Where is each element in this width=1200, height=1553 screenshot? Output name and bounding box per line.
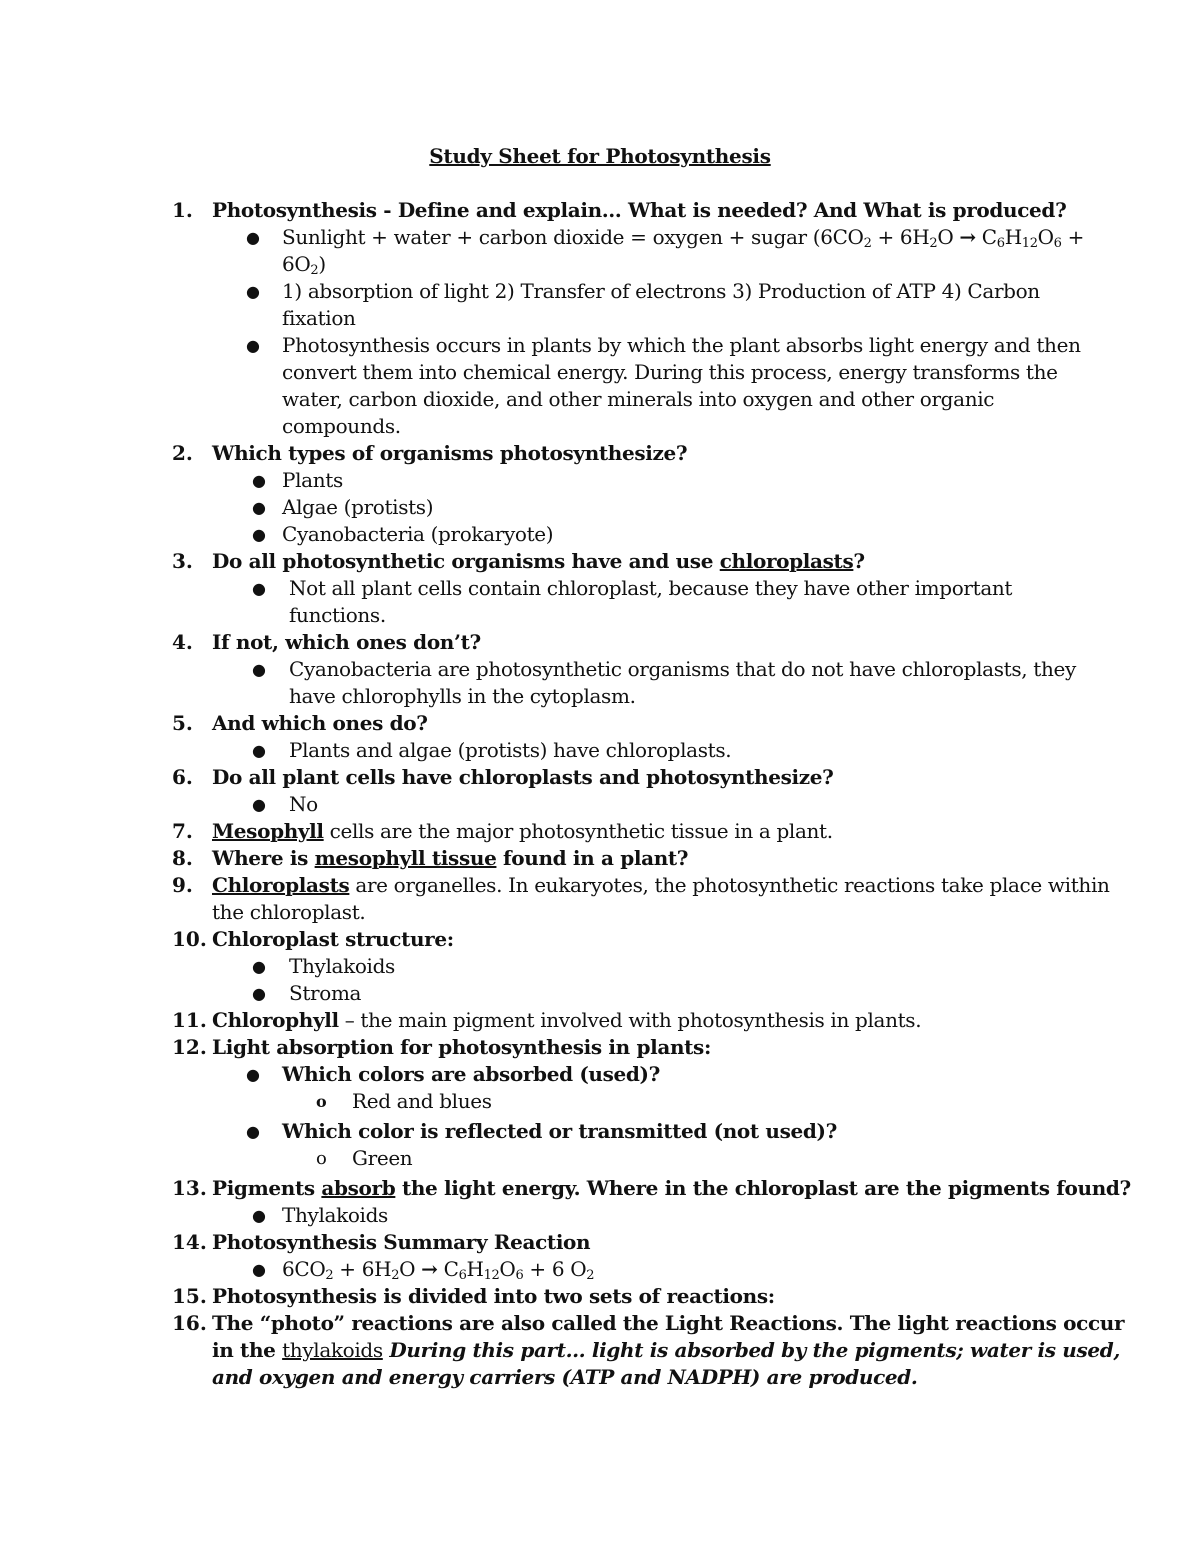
bullet-icon: ● <box>252 579 266 598</box>
circle-bullet-icon: o <box>316 1148 327 1169</box>
q2-bullet2: Algae (protists) <box>282 495 434 519</box>
q1-number: 1. <box>172 198 193 222</box>
q6-number: 6. <box>172 765 193 789</box>
arrow-icon: → <box>959 225 976 249</box>
bullet-icon: ● <box>252 984 266 1003</box>
q13-question: Pigments absorb the light energy. Where in the chloroplast are the pigments found? <box>212 1176 1131 1200</box>
q1-bullet2-line1: 1) absorption of light 2) Transfer of electrons 3) Production of ATP 4) Carbon <box>282 279 1040 303</box>
q1-bullet1-line1: Sunlight + water + carbon dioxide = oxygen + sugar ($6CO_2 + 6H_2O \to C_6H_{12}O_6$ + <box>282 225 1085 251</box>
q12-bullet1-sub: Red and blues <box>352 1089 492 1113</box>
q8-number: 8. <box>172 846 193 870</box>
bullet-icon: ● <box>246 1122 260 1141</box>
q16-number: 16. <box>172 1311 207 1335</box>
q4-bullet1-line2: have chlorophylls in the cytoplasm. <box>289 684 636 708</box>
q10-number: 10. <box>172 927 207 951</box>
q11-statement: Chlorophyll – the main pigment involved with photosynthesis in plants. <box>212 1008 922 1032</box>
q1-bullet1-line2: $6O_2$) <box>282 252 326 278</box>
q13-bullet1: Thylakoids <box>282 1203 388 1227</box>
bullet-icon: ● <box>252 525 266 544</box>
bullet-icon: ● <box>246 1065 260 1084</box>
q5-question: And which ones do? <box>212 711 428 735</box>
q12-bullet2: Which color is reflected or transmitted (not used)? <box>282 1119 838 1143</box>
q9-number: 9. <box>172 873 193 897</box>
q3-number: 3. <box>172 549 193 573</box>
bullet-icon: ● <box>246 282 260 301</box>
q16-line3: and oxygen and energy carriers (ATP and NADPH) are produced. <box>212 1365 918 1389</box>
q15-number: 15. <box>172 1284 207 1308</box>
q15-statement: Photosynthesis is divided into two sets of reactions: <box>212 1284 775 1308</box>
q1-question: Photosynthesis - Define and explain… What is needed? And What is produced? <box>212 198 1067 222</box>
bullet-icon: ● <box>252 1260 266 1279</box>
q6-question: Do all plant cells have chloroplasts and photosynthesize? <box>212 765 834 789</box>
q10-bullet1: Thylakoids <box>289 954 395 978</box>
bullet-icon: ● <box>252 1206 266 1225</box>
q7-number: 7. <box>172 819 193 843</box>
q12-number: 12. <box>172 1035 207 1059</box>
bullet-icon: ● <box>246 228 260 247</box>
q16-line2: in the thylakoids During this part… light is absorbed by the pigments; water is used, <box>212 1338 1121 1362</box>
q2-bullet3: Cyanobacteria (prokaryote) <box>282 522 554 546</box>
bullet-icon: ● <box>252 660 266 679</box>
q4-number: 4. <box>172 630 193 654</box>
bullet-icon: ● <box>246 336 260 355</box>
q2-question: Which types of organisms photosynthesize? <box>212 441 688 465</box>
q9-statement-line2: the chloroplast. <box>212 900 366 924</box>
circle-bullet-icon: o <box>316 1092 327 1111</box>
q16-line1: The “photo” reactions are also called the Light Reactions. The light reactions occur <box>212 1311 1125 1335</box>
q3-question: Do all photosynthetic organisms have and use chloroplasts? <box>212 549 865 573</box>
q2-bullet1: Plants <box>282 468 343 492</box>
q2-number: 2. <box>172 441 193 465</box>
q6-bullet1: No <box>289 792 318 816</box>
q10-question: Chloroplast structure: <box>212 927 454 951</box>
q3-bullet1-line2: functions. <box>289 603 386 627</box>
q5-number: 5. <box>172 711 193 735</box>
bullet-icon: ● <box>252 957 266 976</box>
q5-bullet1: Plants and algae (protists) have chloroplasts. <box>289 738 732 762</box>
bullet-icon: ● <box>252 795 266 814</box>
q1-bullet3-line2: convert them into chemical energy. During this process, energy transforms the <box>282 360 1058 384</box>
q12-bullet1: Which colors are absorbed (used)? <box>282 1062 661 1086</box>
q10-bullet2: Stroma <box>289 981 362 1005</box>
q1-bullet2-line2: fixation <box>282 306 356 330</box>
q4-question: If not, which ones don’t? <box>212 630 481 654</box>
page-title: Study Sheet for Photosynthesis <box>429 144 771 168</box>
q12-question: Light absorption for photosynthesis in plants: <box>212 1035 711 1059</box>
q14-number: 14. <box>172 1230 207 1254</box>
bullet-icon: ● <box>252 471 266 490</box>
q12-bullet2-sub: Green <box>352 1146 413 1170</box>
q14-equation: $6CO_2 + 6H_2O \to C_6H_{12}O_6 + 6$ $O_2$ <box>282 1257 595 1283</box>
q14-heading: Photosynthesis Summary Reaction <box>212 1230 591 1254</box>
q9-statement-line1: Chloroplasts are organelles. In eukaryotes, the photosynthetic reactions take place within <box>212 873 1110 897</box>
q4-bullet1-line1: Cyanobacteria are photosynthetic organisms that do not have chloroplasts, they <box>289 657 1076 681</box>
q3-bullet1-line1: Not all plant cells contain chloroplast, because they have other important <box>289 576 1013 600</box>
bullet-icon: ● <box>252 741 266 760</box>
q1-bullet3-line3: water, carbon dioxide, and other minerals into oxygen and other organic <box>282 387 995 411</box>
q7-statement: Mesophyll cells are the major photosynthetic tissue in a plant. <box>212 819 833 843</box>
q13-number: 13. <box>172 1176 207 1200</box>
q8-question: Where is mesophyll tissue found in a plant? <box>212 846 689 870</box>
arrow-icon: → <box>421 1257 438 1281</box>
bullet-icon: ● <box>252 498 266 517</box>
q11-number: 11. <box>172 1008 207 1032</box>
q1-bullet3-line4: compounds. <box>282 414 401 438</box>
q1-bullet3-line1: Photosynthesis occurs in plants by which the plant absorbs light energy and then <box>282 333 1081 357</box>
